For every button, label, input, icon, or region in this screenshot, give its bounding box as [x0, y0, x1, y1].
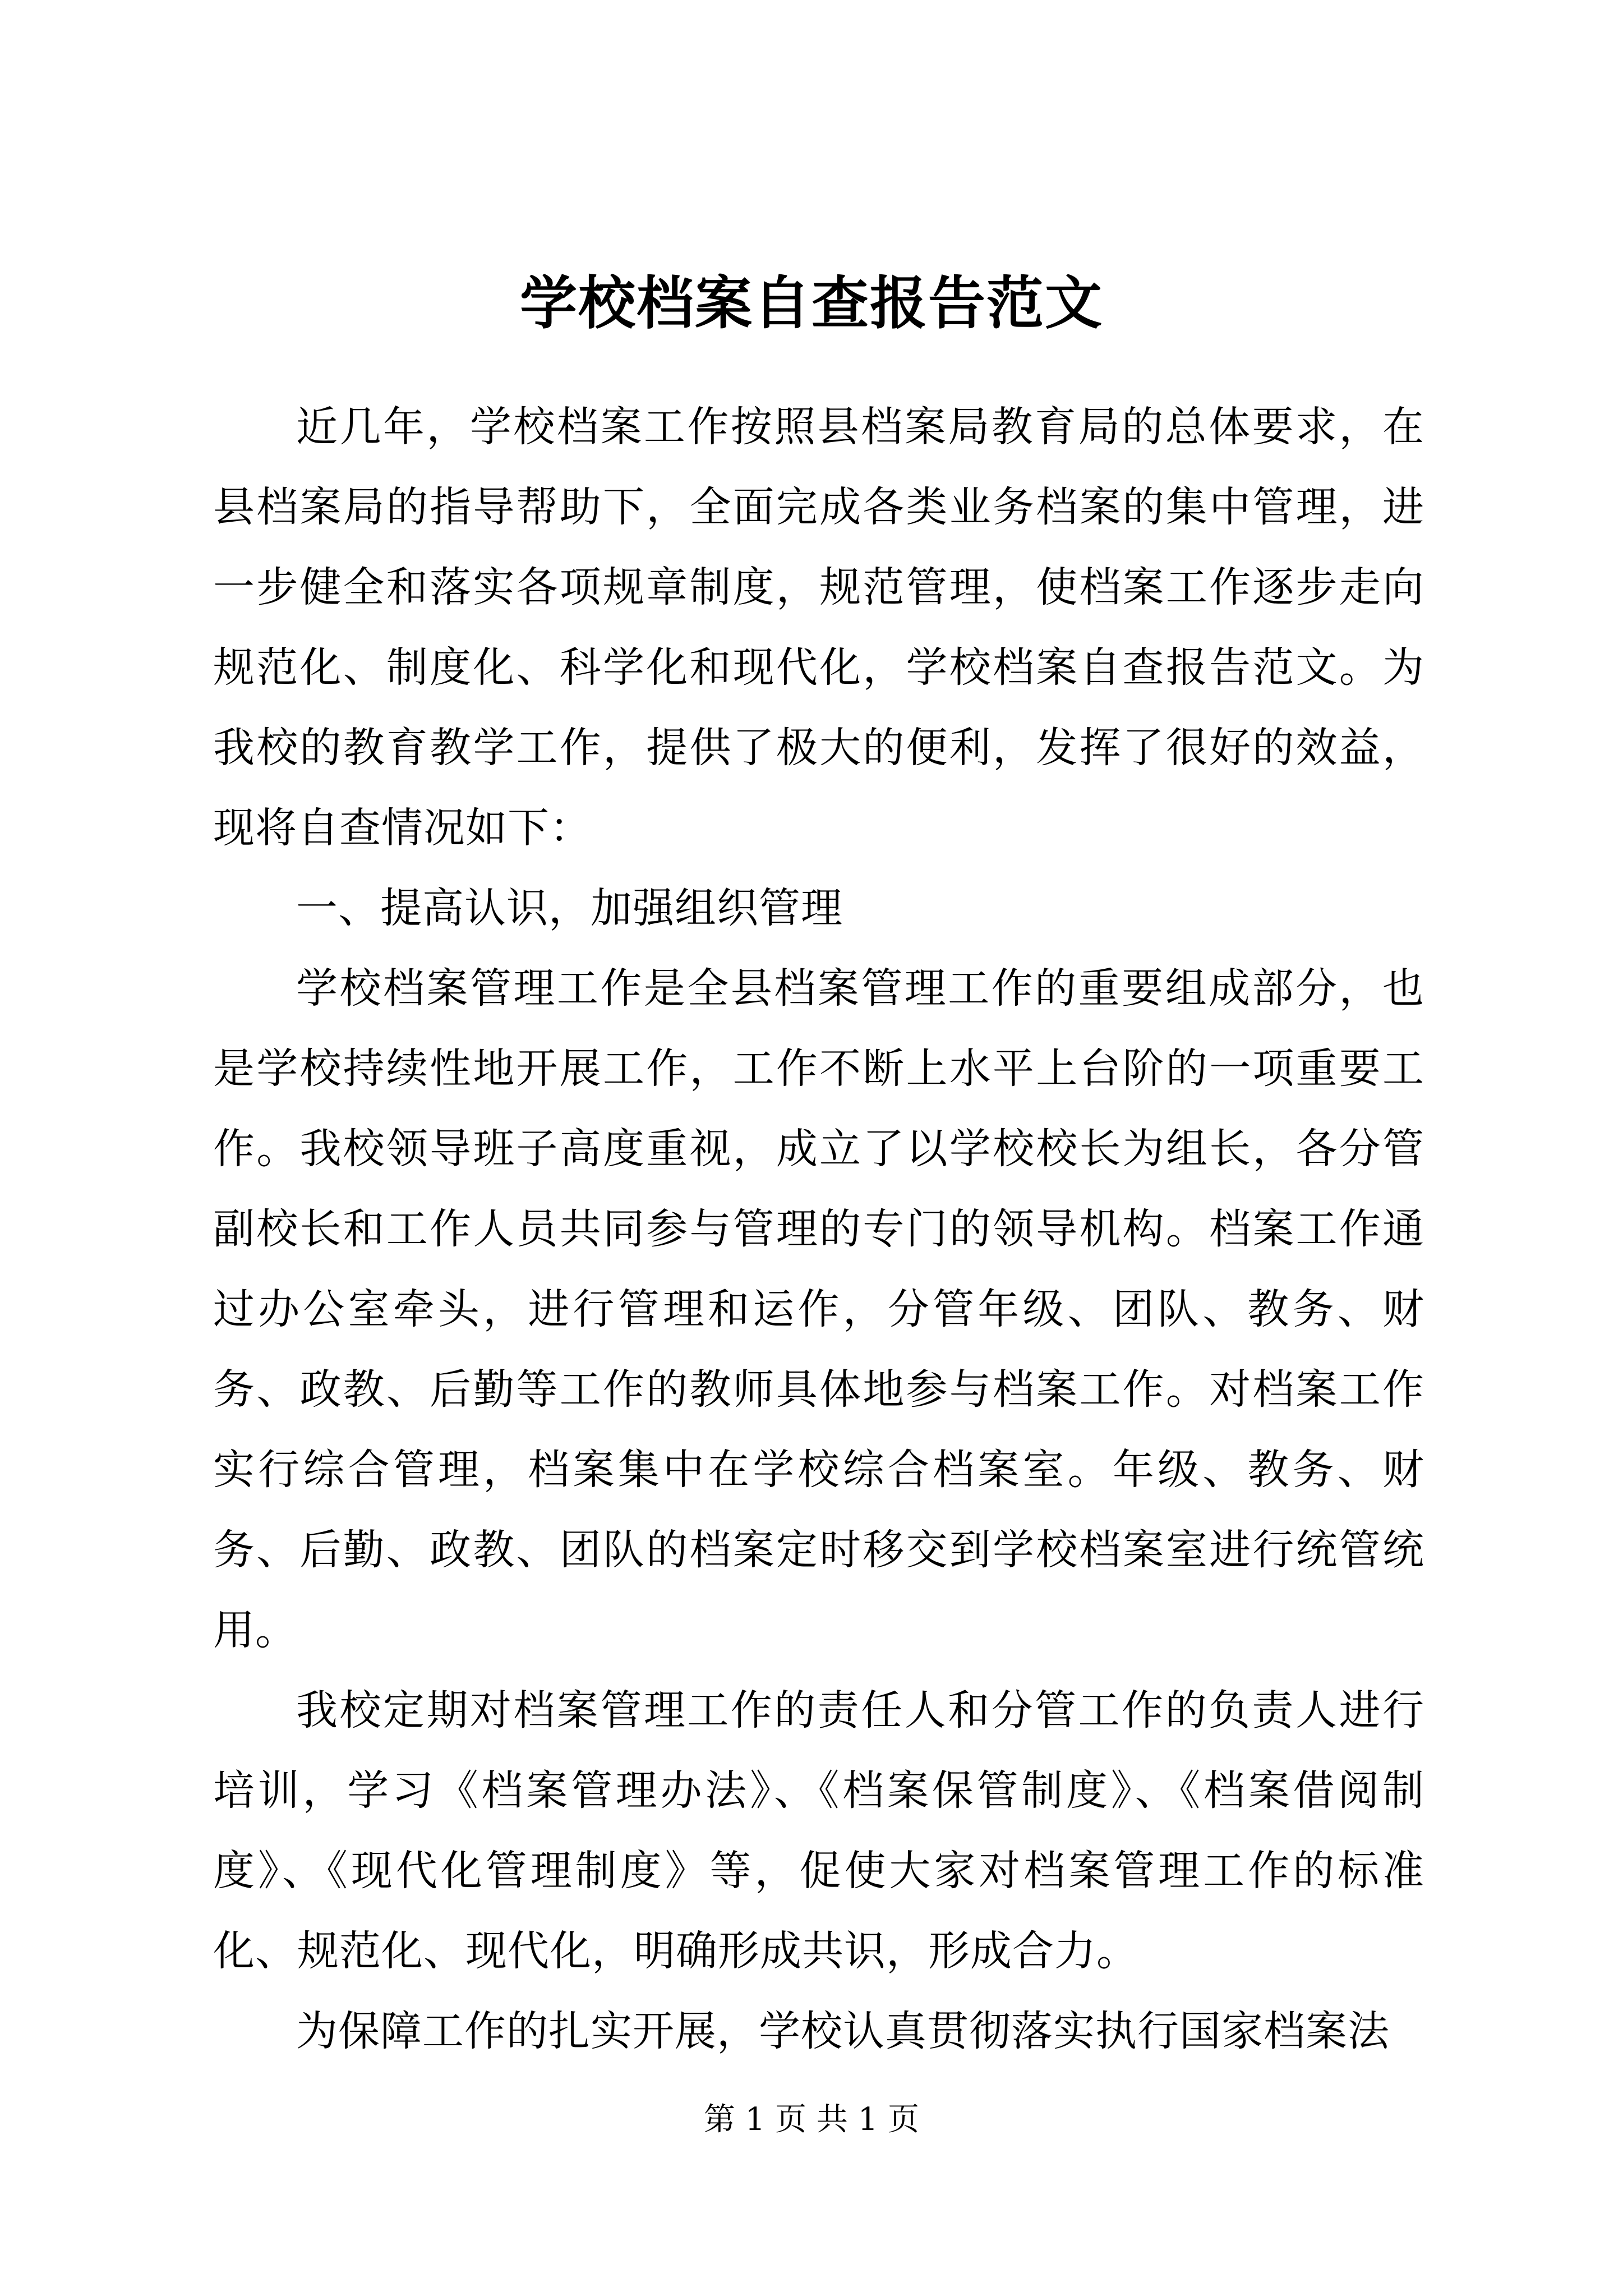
paragraph-intro: 近几年，学校档案工作按照县档案局教育局的总体要求，在县档案局的指导帮助下，全面完成各类业务档案的集中管理，进一步健全和落实各项规章制度，规范管理，使档案工作逐步走向规范化、制度化、科学化和现代化，学校档案自查报告范文。为我校的教育教学工作，提供了极大的便利，发挥了很好的效益，现将自查情况如下： — [213, 403, 1424, 852]
paragraph-training: 我校定期对档案管理工作的责任人和分管工作的负责人进行培训，学习《档案管理办法》、《档案保管制度》、《档案借阅制度》、《现代化管理制度》等，促使大家对档案管理工作的标准化、规范化、现代化，明确形成共识，形成合力。 — [213, 1686, 1424, 1975]
paragraph-safeguard: 为保障工作的扎实开展，学校认真贯彻落实执行国家档案法 — [296, 2007, 1390, 2055]
page-footer: 第 1 页 共 1 页 — [703, 2101, 920, 2138]
document-body — [213, 387, 1424, 2072]
paragraph-organization: 学校档案管理工作是全县档案管理工作的重要组成部分，也是学校持续性地开展工作，工作不断上水平上台阶的一项重要工作。我校领导班子高度重视，成立了以学校校长为组长，各分管副校长和工作人员共同参与管理的专门的领导机构。档案工作通过办公室牵头，进行管理和运作，分管年级、团队、教务、财务、政教、后勤等工作的教师具体地参与档案工作。对档案工作实行综合管理，档案集中在学校综合档案室。年级、教务、财务、后勤、政教、团队的档案定时移交到学校档案室进行统管统用。 — [213, 964, 1424, 1654]
section-heading-1: 一、提高认识，加强组织管理 — [296, 884, 843, 932]
document-title: 学校档案自查报告范文 — [520, 270, 1103, 337]
